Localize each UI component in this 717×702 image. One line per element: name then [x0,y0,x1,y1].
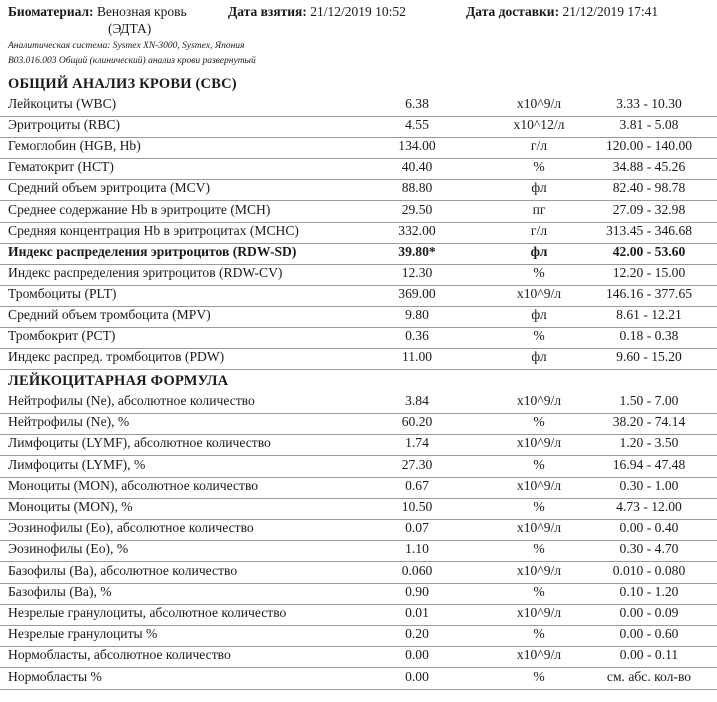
test-unit: % [533,626,545,642]
test-value: 9.80 [405,307,429,322]
table-row [0,95,717,117]
test-name: Тромбокрит (PCT) [8,328,116,344]
test-unit: x10^9/л [516,562,562,578]
table-row [0,668,717,690]
table-row [0,243,717,265]
table-row [0,222,717,244]
test-name: Индекс распределения эритроцитов (RDW-SD) [8,243,297,259]
table-row [0,604,717,626]
table-row [0,392,717,414]
reference-range: 8.61 - 12.21 [616,307,682,322]
test-value: 0.20 [405,626,429,642]
test-name: Лейкоциты (WBC) [8,96,117,111]
test-value: 40.40 [401,159,433,175]
test-name: Лимфоциты (LYMF), абсолютное количество [8,435,271,451]
test-name: Эозинофилы (Eo), % [8,541,129,557]
table-row [0,477,717,499]
test-value: 29.50 [401,201,433,217]
test-name: Тромбоциты (PLT) [8,285,117,301]
delivery-date-field [466,4,658,20]
test-unit: % [533,583,545,599]
test-unit: x10^9/л [516,96,562,111]
reference-range: 313.45 - 346.68 [605,222,693,238]
biomaterial-value-2: (ЭДТА) [108,21,152,36]
table-row [0,413,717,435]
test-value: 1.10 [405,541,429,557]
reference-range: 0.00 - 0.09 [619,605,679,620]
taken-date-label: Дата взятия: [228,4,307,19]
delivery-date-label: Дата доставки: [466,4,560,19]
test-unit: % [533,414,545,430]
reference-range: 3.33 - 10.30 [616,96,682,111]
test-name: Гемоглобин (HGB, Hb) [8,138,141,154]
test-value: 1.74 [405,435,429,451]
test-value: 88.80 [401,180,433,196]
test-unit: x10^9/л [516,647,562,663]
reference-range: 120.00 - 140.00 [605,138,693,154]
test-name: Гематокрит (HCT) [8,159,114,175]
reference-range: 16.94 - 47.48 [612,456,686,472]
test-value: 3.84 [405,393,429,408]
reference-range: 0.30 - 1.00 [619,477,679,493]
test-unit: % [533,328,545,344]
test-value: 27.30 [401,456,433,472]
reference-range: 34.88 - 45.26 [612,159,686,175]
test-name: Эритроциты (RBC) [8,117,121,133]
reference-range: 0.30 - 4.70 [619,541,679,557]
test-name: Средняя концентрация Hb в эритроцитах (MCHC) [8,222,299,238]
table-row [0,201,717,223]
test-value: 0.00 [405,668,429,684]
reference-range: 0.00 - 0.11 [619,647,679,663]
test-name: Средний объем тромбоцита (MPV) [8,307,211,322]
table-row [0,264,717,286]
test-name: Базофилы (Ba), % [8,583,112,599]
table-row [0,540,717,562]
test-name: Моноциты (MON), абсолютное количество [8,477,259,493]
table-row [0,285,717,307]
reference-range: 12.20 - 15.00 [612,264,686,280]
test-value: 39.80* [398,243,436,259]
test-unit: % [533,668,545,684]
test-name: Индекс распред. тромбоцитов (PDW) [8,349,225,365]
test-name: Среднее содержание Hb в эритроците (MCH) [8,201,271,217]
test-name: Нормобласты % [8,668,102,684]
reference-range: 0.010 - 0.080 [612,562,686,578]
table-row [0,498,717,520]
table-row [0,434,717,456]
table-row [0,306,717,328]
reference-range: 0.00 - 0.60 [619,626,679,642]
test-unit: г/л [530,138,548,154]
biomaterial-field [8,4,187,20]
test-value: 4.55 [405,117,429,133]
test-unit: x10^12/л [513,117,565,133]
test-value: 12.30 [401,264,433,280]
reference-range: 146.16 - 377.65 [605,285,693,301]
test-unit: фл [530,243,548,259]
reference-range: 38.20 - 74.14 [612,414,686,430]
test-unit: % [533,499,545,514]
test-unit: x10^9/л [516,393,562,408]
test-unit: % [533,456,545,472]
delivery-date-value: 21/12/2019 17:41 [562,4,659,19]
reference-range: 0.00 - 0.40 [619,520,679,536]
test-name: Нейтрофилы (Ne), абсолютное количество [8,393,255,408]
test-value: 11.00 [401,349,433,365]
table-row [0,158,717,180]
report-header [0,4,717,68]
test-value: 10.50 [401,499,433,514]
test-unit: % [533,159,545,175]
test-name: Индекс распределения эритроцитов (RDW-CV) [8,264,283,280]
reference-range: 3.81 - 5.08 [619,117,679,133]
test-unit: % [533,264,545,280]
test-name: Незрелые гранулоциты % [8,626,158,642]
test-name: Нормобласты, абсолютное количество [8,647,231,663]
test-value: 0.07 [405,520,429,536]
table-row [0,562,717,584]
table-row [0,348,717,370]
table-row [0,583,717,605]
test-name: Нейтрофилы (Ne), % [8,414,130,430]
reference-range: 0.10 - 1.20 [619,583,679,599]
reference-range: 1.20 - 3.50 [619,435,679,451]
test-name: Незрелые гранулоциты, абсолютное количество [8,605,287,620]
reference-range: 0.18 - 0.38 [619,328,679,344]
table-row [0,327,717,349]
test-value: 0.36 [405,328,429,344]
test-value: 0.060 [401,562,433,578]
test-unit: % [533,541,545,557]
test-unit: x10^9/л [516,520,562,536]
table-row [0,179,717,201]
test-unit: фл [531,307,547,322]
test-unit: x10^9/л [516,435,562,451]
table-row [0,116,717,138]
test-unit: г/л [530,222,548,238]
cbc-section-title: ОБЩИЙ АНАЛИЗ КРОВИ (CBC) [8,76,237,92]
test-name: Средний объем эритроцита (MCV) [8,180,211,196]
test-unit: пг [532,201,546,217]
reference-range: 1.50 - 7.00 [619,393,679,408]
test-unit: x10^9/л [516,477,562,493]
test-value: 0.00 [405,647,429,663]
taken-date-value: 21/12/2019 10:52 [310,4,406,19]
table-row [0,646,717,668]
reference-range: см. абс. кол-во [606,668,692,684]
test-value: 369.00 [398,285,436,301]
test-value: 332.00 [398,222,436,238]
taken-date-field [228,4,406,20]
table-row [0,625,717,647]
biomaterial-label: Биоматериал: [8,4,94,19]
test-value: 60.20 [401,414,433,430]
table-row [0,519,717,541]
test-value: 0.01 [405,605,429,620]
test-value: 134.00 [398,138,436,154]
test-value: 0.67 [405,477,429,493]
reference-range: 82.40 - 98.78 [612,180,686,196]
reference-range: 4.73 - 12.00 [616,499,682,514]
test-unit: фл [531,349,547,365]
test-name: Моноциты (MON), % [8,499,133,514]
test-name: Эозинофилы (Eo), абсолютное количество [8,520,254,536]
test-name: Лимфоциты (LYMF), % [8,456,146,472]
test-unit: фл [531,180,547,196]
wbc-section-title: ЛЕЙКОЦИТАРНАЯ ФОРМУЛА [8,373,229,389]
biomaterial-value: Венозная кровь [96,4,187,19]
test-unit: x10^9/л [516,605,562,620]
service-code: B03.016.003 Общий (клинический) анализ крови развернутый [8,56,256,66]
test-value: 0.90 [405,583,429,599]
reference-range: 27.09 - 32.98 [612,201,686,217]
analytic-system: Аналитическая система: Sysmex XN-3000, Sysmex, Япония [8,41,245,51]
table-row [0,137,717,159]
table-row [0,456,717,478]
test-name: Базофилы (Ba), абсолютное количество [8,562,238,578]
reference-range: 42.00 - 53.60 [612,243,686,259]
test-unit: x10^9/л [516,285,562,301]
reference-range: 9.60 - 15.20 [616,349,682,365]
test-value: 6.38 [405,96,429,111]
